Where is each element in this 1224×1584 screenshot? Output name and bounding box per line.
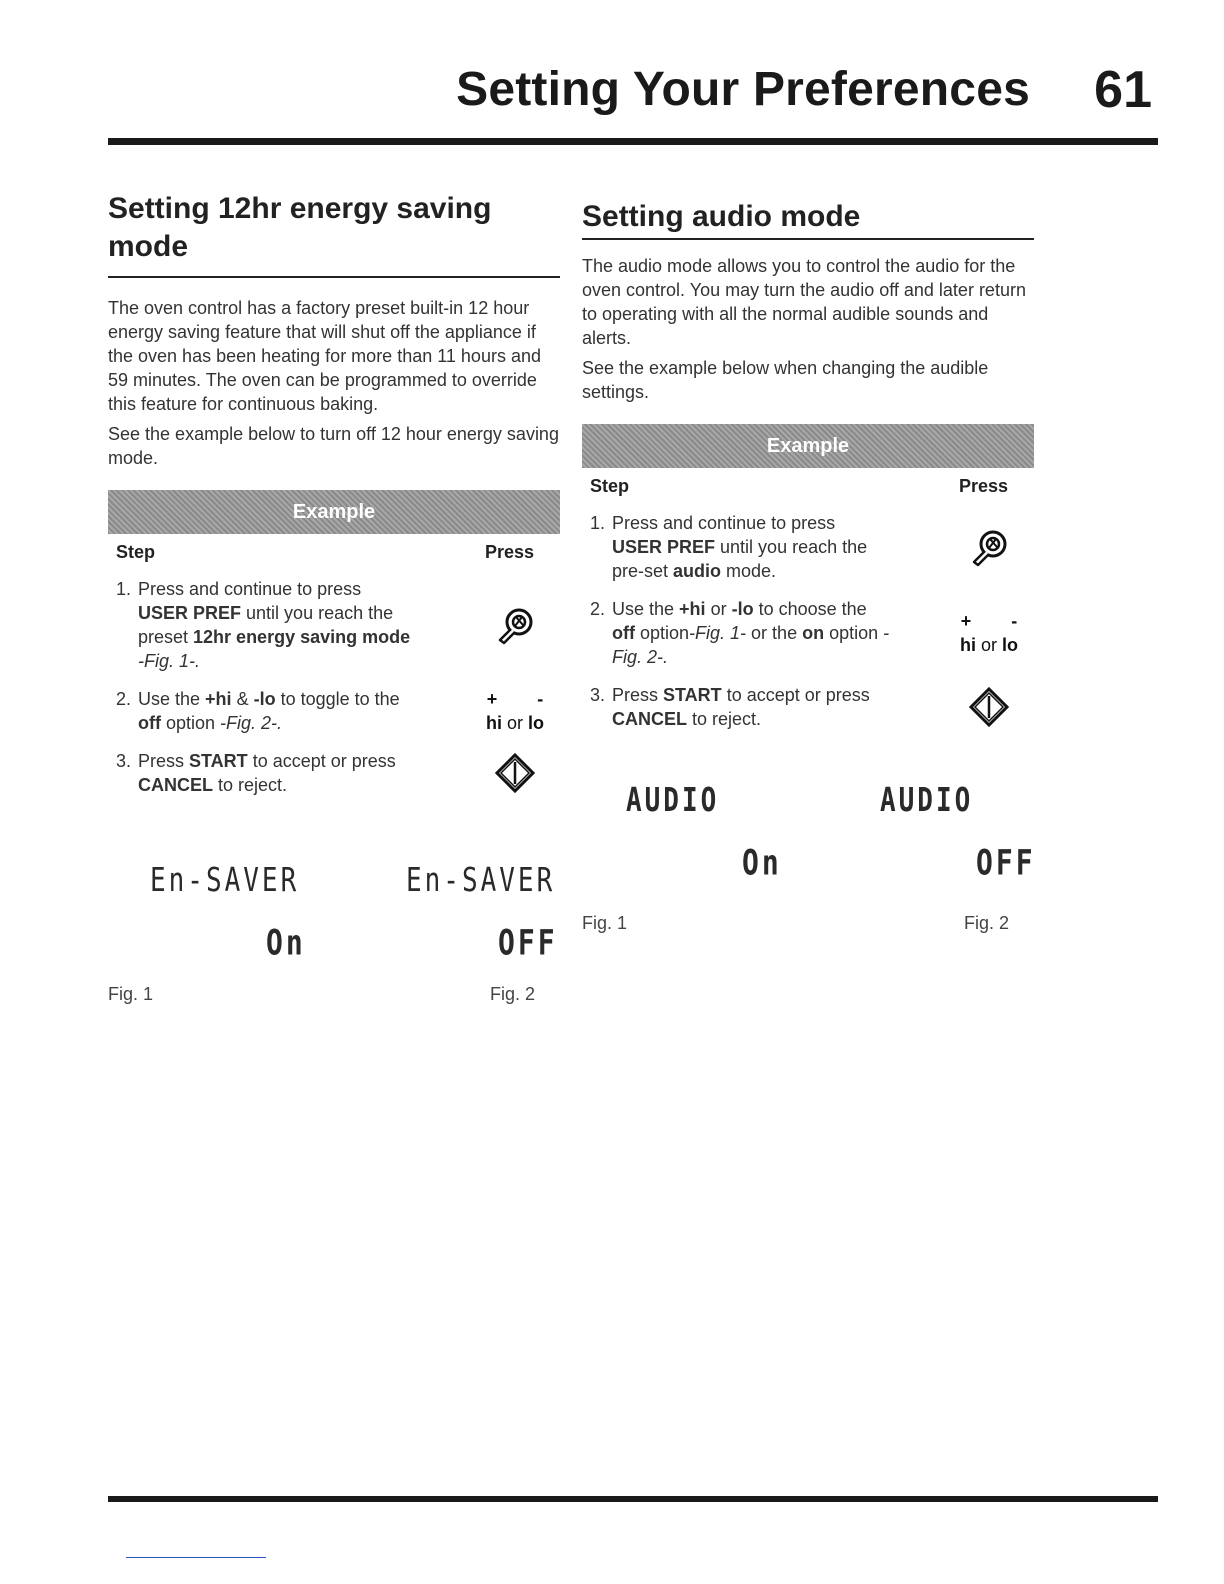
audio-mode-title: Setting audio mode [582,198,1034,240]
step-2: 2. Use the +hi & -lo to toggle to the off option -Fig. 2-. + - hi or lo [116,689,564,733]
lcd-fig1-line1: AUDIO [626,782,720,820]
user-pref-wrench-icon [495,605,535,645]
step-3: 3. Press START to accept or press CANCEL to reject. [108,749,560,797]
step-1: 1. Press and continue to press USER PREF until you reach the preset 12hr energy saving mode -Fig. 1-. [108,577,560,673]
lcd-fig2-line1: AUDIO [880,782,974,820]
audio-mode-section [582,198,1038,731]
energy-saving-intro: The oven control has a factory preset built-in 12 hour energy saving feature that will shut off the appliance if the oven has been heating for more than 11 hours and 59 minutes. The oven can be programmed to override this feature for continuous baking. [108,298,541,414]
steps-header [108,534,560,563]
lcd-fig2-line2: OFF [498,921,558,964]
lcd-fig1-line2: On [266,921,306,964]
user-pref-wrench-icon [969,527,1009,567]
fig-2-label: Fig. 2 [964,913,1010,933]
lcd-fig1-line2: On [742,841,782,884]
step-number: 3. [116,751,132,771]
step-number: 2. [116,689,132,709]
audio-mode-example-note: See the example below when changing the audible settings. [582,358,989,402]
start-diamond-icon [969,687,1009,727]
step-1: 1. Press and continue to press USER PREF until you reach the pre-set audio mode. [582,511,1034,583]
audio-mode-intro: The audio mode allows you to control the audio for the oven control. You may turn the audio off and later return to operating with all the normal audible sounds and alerts. [582,256,1026,348]
step-3: 3. Press START to accept or press CANCEL to reject. [582,683,1034,731]
step-number: 2. [590,599,606,619]
step-number: 1. [116,579,132,599]
footer-line [126,1557,266,1558]
press-column-header: Press [958,476,1008,496]
step-column-header: Step [590,476,630,496]
step-number: 1. [590,513,606,533]
energy-saving-title: Setting 12hr energy saving mode [108,190,560,278]
fig-1-label: Fig. 1 [582,913,628,933]
fig-2-label: Fig. 2 [490,984,536,1004]
fig-1-label: Fig. 1 [108,984,154,1004]
page-title: Setting Your Preferences [456,63,1030,116]
page-header [108,58,1158,145]
start-diamond-icon [495,753,535,793]
step-column-header: Step [116,542,156,562]
example-bar: Example [108,490,560,534]
plus-minus-keys: + - hi or lo [959,611,1038,655]
lcd-fig1-line1: En-SAVER [150,862,300,900]
steps-header [582,468,1034,497]
footer-rule [108,1496,1158,1502]
example-bar: Example [582,424,1034,468]
step-number: 3. [590,685,606,705]
energy-saving-section [108,190,564,797]
step-2: 2. Use the +hi or -lo to choose the off option-Fig. 1- or the on option -Fig. 2-. + - hi or lo [590,599,1038,667]
press-column-header: Press [484,542,534,562]
plus-minus-keys: + - hi or lo [485,689,564,733]
energy-saving-example-note: See the example below to turn off 12 hour energy saving mode. [108,424,559,468]
page-number: 61 [1094,61,1152,119]
lcd-fig2-line1: En-SAVER [406,862,556,900]
lcd-fig2-line2: OFF [976,841,1036,884]
